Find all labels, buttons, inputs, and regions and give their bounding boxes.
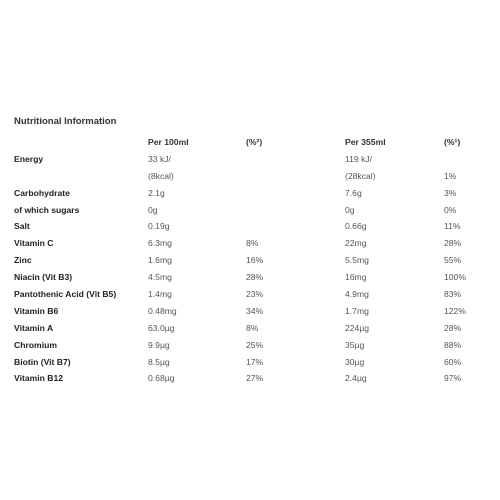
table-header-row bbox=[14, 134, 494, 151]
value-per-355ml: 224µg bbox=[345, 322, 370, 333]
table-row bbox=[14, 168, 494, 185]
table-row bbox=[14, 252, 494, 269]
table-row bbox=[14, 235, 494, 252]
value-per-355ml: 119 kJ/ bbox=[345, 153, 373, 164]
percent-per-355ml: 1% bbox=[444, 170, 457, 181]
value-per-355ml: 16mg bbox=[345, 272, 367, 283]
value-per-100ml: 0g bbox=[148, 204, 158, 215]
value-per-100ml: 2.1g bbox=[148, 187, 165, 198]
value-per-355ml: 35µg bbox=[345, 339, 365, 350]
value-per-100ml: 4.5mg bbox=[148, 272, 172, 283]
nutrient-name: Niacin (Vit B3) bbox=[14, 272, 73, 283]
percent-per-355ml: 28% bbox=[444, 238, 462, 249]
value-per-100ml: 8.5µg bbox=[148, 356, 170, 367]
header-percent-100ml: (%²) bbox=[246, 137, 263, 147]
value-per-355ml: (28kcal) bbox=[345, 170, 376, 181]
nutrient-name: Carbohydrate bbox=[14, 187, 70, 198]
value-per-100ml: 0.48mg bbox=[148, 305, 177, 316]
percent-per-355ml: 88% bbox=[444, 339, 462, 350]
percent-per-100ml: 8% bbox=[246, 238, 259, 249]
value-per-355ml: 4.9mg bbox=[345, 289, 369, 300]
percent-per-100ml: 27% bbox=[246, 373, 264, 384]
percent-per-100ml: 28% bbox=[246, 272, 264, 283]
nutrient-name: Chromium bbox=[14, 339, 57, 350]
value-per-100ml: 63.0µg bbox=[148, 322, 175, 333]
nutrient-name: Vitamin C bbox=[14, 238, 54, 249]
table-row bbox=[14, 370, 494, 387]
value-per-355ml: 2.4µg bbox=[345, 373, 367, 384]
value-per-100ml: 0.19g bbox=[148, 221, 170, 232]
percent-per-355ml: 97% bbox=[444, 373, 462, 384]
nutrient-name: Pantothenic Acid (Vit B5) bbox=[14, 289, 117, 300]
percent-per-355ml: 60% bbox=[444, 356, 462, 367]
nutrient-name: Biotin (Vit B7) bbox=[14, 356, 71, 367]
table-row bbox=[14, 202, 494, 219]
value-per-355ml: 7.6g bbox=[345, 187, 362, 198]
nutrient-name: Vitamin B6 bbox=[14, 305, 59, 316]
value-per-355ml: 5.5mg bbox=[345, 255, 369, 266]
percent-per-100ml: 17% bbox=[246, 356, 264, 367]
table-row bbox=[14, 337, 494, 354]
percent-per-355ml: 0% bbox=[444, 204, 457, 215]
header-per-100ml: Per 100ml bbox=[148, 137, 189, 147]
table-row bbox=[14, 185, 494, 202]
percent-per-100ml: 8% bbox=[246, 322, 259, 333]
table-row bbox=[14, 218, 494, 235]
table-row bbox=[14, 286, 494, 303]
value-per-355ml: 30µg bbox=[345, 356, 365, 367]
nutrient-name: Vitamin B12 bbox=[14, 373, 64, 384]
value-per-100ml: 0.68µg bbox=[148, 373, 175, 384]
percent-per-355ml: 55% bbox=[444, 255, 462, 266]
table-row bbox=[14, 354, 494, 371]
value-per-100ml: (8kcal) bbox=[148, 170, 174, 181]
nutrition-table bbox=[14, 134, 494, 387]
value-per-100ml: 1.4mg bbox=[148, 289, 172, 300]
value-per-100ml: 1.6mg bbox=[148, 255, 172, 266]
percent-per-100ml: 16% bbox=[246, 255, 264, 266]
percent-per-100ml: 34% bbox=[246, 305, 264, 316]
header-percent-355ml: (%¹) bbox=[444, 137, 461, 147]
value-per-355ml: 0g bbox=[345, 204, 355, 215]
percent-per-355ml: 122% bbox=[444, 305, 466, 316]
percent-per-355ml: 11% bbox=[444, 221, 461, 232]
table-row bbox=[14, 269, 494, 286]
value-per-355ml: 22mg bbox=[345, 238, 367, 249]
percent-per-355ml: 83% bbox=[444, 289, 462, 300]
value-per-355ml: 0.66g bbox=[345, 221, 367, 232]
percent-per-355ml: 3% bbox=[444, 187, 457, 198]
value-per-355ml: 1.7mg bbox=[345, 305, 369, 316]
header-per-355ml: Per 355ml bbox=[345, 137, 386, 147]
nutrient-name: Vitamin A bbox=[14, 322, 54, 333]
value-per-100ml: 33 kJ/ bbox=[148, 153, 171, 164]
value-per-100ml: 6.3mg bbox=[148, 238, 172, 249]
percent-per-100ml: 23% bbox=[246, 289, 264, 300]
percent-per-355ml: 100% bbox=[444, 272, 466, 283]
nutrient-name: of which sugars bbox=[14, 204, 80, 215]
value-per-100ml: 9.9µg bbox=[148, 339, 170, 350]
table-row bbox=[14, 151, 494, 168]
nutrient-name: Energy bbox=[14, 153, 44, 164]
table-row bbox=[14, 320, 494, 337]
nutrient-name: Salt bbox=[14, 221, 30, 232]
table-row bbox=[14, 303, 494, 320]
nutrient-name: Zinc bbox=[14, 255, 32, 266]
nutrition-title: Nutritional Information bbox=[14, 116, 117, 127]
percent-per-355ml: 28% bbox=[444, 322, 462, 333]
percent-per-100ml: 25% bbox=[246, 339, 264, 350]
